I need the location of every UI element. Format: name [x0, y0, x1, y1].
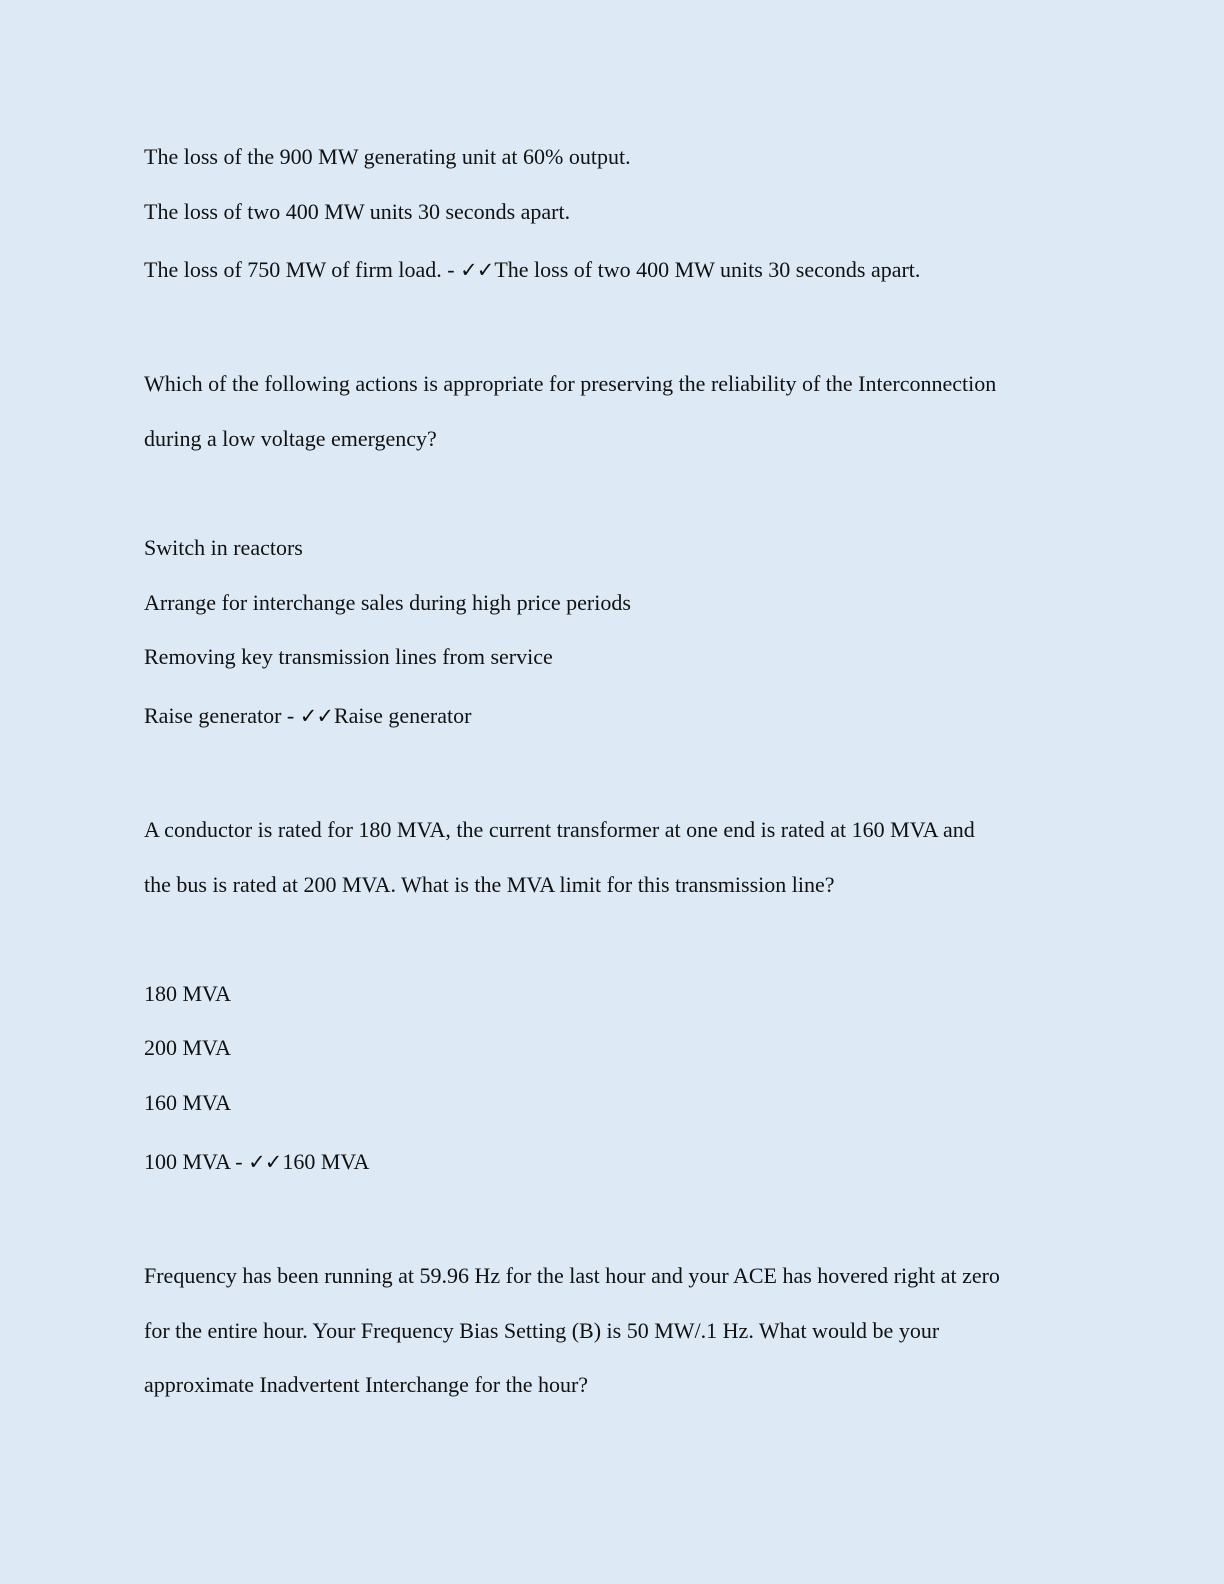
- q3-option-2: 200 MVA: [144, 1035, 232, 1060]
- checkmark-icon: ✓✓: [460, 258, 494, 282]
- q2-option-1: Switch in reactors: [144, 535, 303, 560]
- q2-option-2: Arrange for interchange sales during high price periods: [144, 590, 631, 615]
- q1-option-1: The loss of the 900 MW generating unit at 60% output.: [144, 144, 631, 169]
- q1-answer-line: [144, 257, 920, 283]
- q4-question-line-2: for the entire hour. Your Frequency Bias Setting (B) is 50 MW/.1 Hz. What would be your: [144, 1318, 940, 1343]
- q3-option-1: 180 MVA: [144, 981, 232, 1006]
- q3-question-line-2: the bus is rated at 200 MVA. What is the MVA limit for this transmission line?: [144, 872, 835, 897]
- q1-option-2: The loss of two 400 MW units 30 seconds apart.: [144, 199, 571, 224]
- q1-option-4: The loss of 750 MW of firm load. -: [144, 257, 455, 282]
- q1-answer: The loss of two 400 MW units 30 seconds apart.: [494, 257, 921, 282]
- q2-answer-line: [144, 703, 471, 729]
- q2-option-3: Removing key transmission lines from service: [144, 644, 553, 669]
- q3-answer-line: [144, 1149, 369, 1175]
- q2-question-line-2: during a low voltage emergency?: [144, 426, 437, 451]
- q2-answer: Raise generator: [333, 703, 472, 728]
- q3-answer: 160 MVA: [282, 1149, 370, 1174]
- checkmark-icon: ✓✓: [299, 704, 333, 728]
- q4-question-line-3: approximate Inadvertent Interchange for the hour?: [144, 1372, 589, 1397]
- checkmark-icon: ✓✓: [248, 1150, 282, 1174]
- q3-question-line-1: A conductor is rated for 180 MVA, the current transformer at one end is rated at 160 MVA and: [144, 817, 975, 842]
- q2-option-4: Raise generator -: [144, 703, 295, 728]
- q2-question-line-1: Which of the following actions is appropriate for preserving the reliability of the Interconnection: [144, 371, 997, 396]
- q3-option-3: 160 MVA: [144, 1090, 232, 1115]
- q4-question-line-1: Frequency has been running at 59.96 Hz for the last hour and your ACE has hovered right at zero: [144, 1263, 1000, 1288]
- q3-option-4: 100 MVA -: [144, 1149, 243, 1174]
